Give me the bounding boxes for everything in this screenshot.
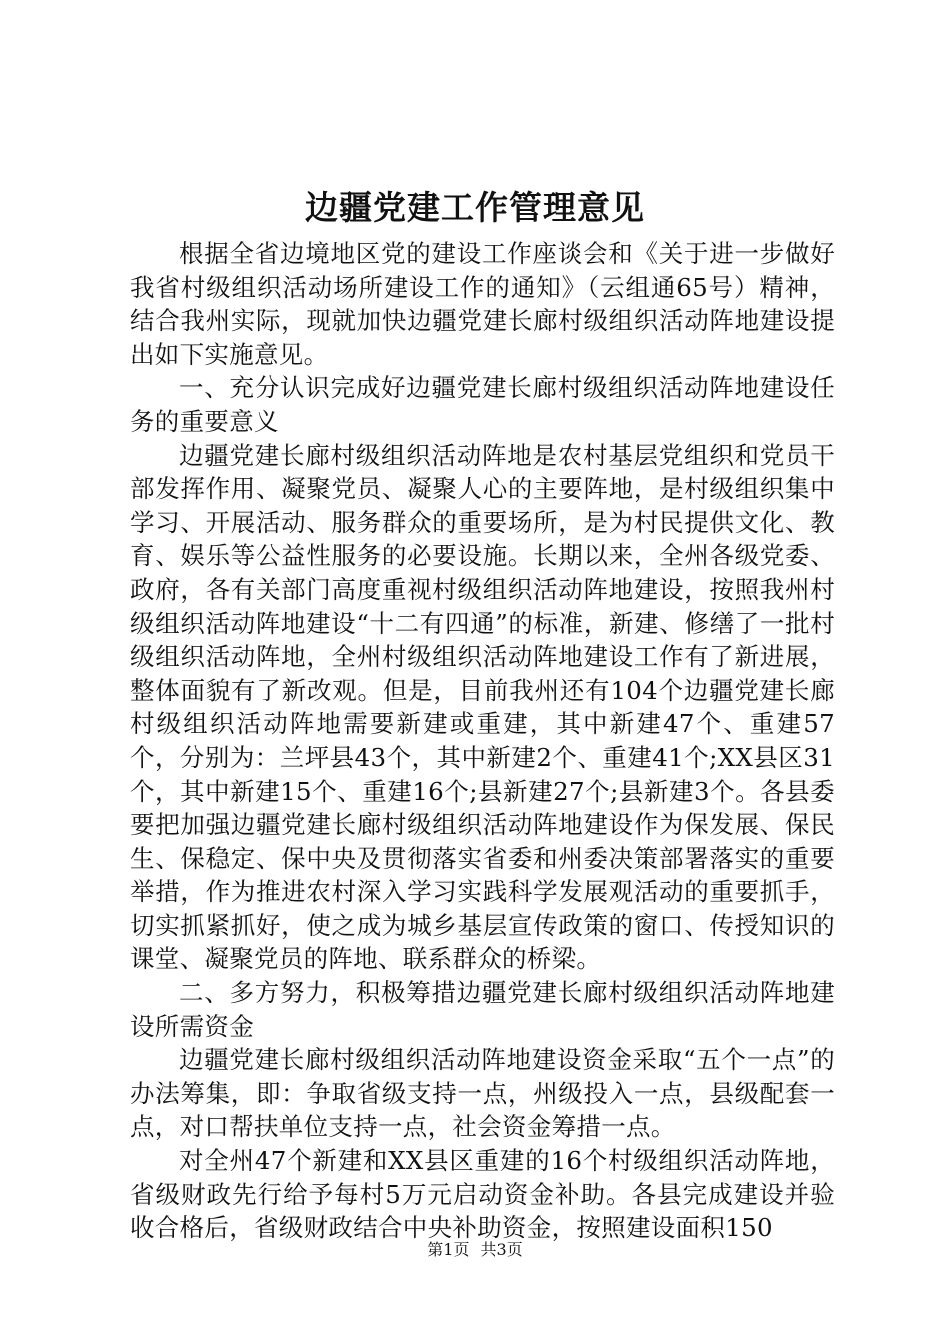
document-title: 边疆党建工作管理意见: [305, 188, 645, 227]
section-heading-1: 一、充分认识完成好边疆党建长廊村级组织活动阵地建设任务的重要意义: [130, 373, 835, 436]
section-2-paragraph-1: 边疆党建长廊村级组织活动阵地建设资金采取“五个一点”的办法筹集，即：争取省级支持一点，州级投入一点，县级配套一点，对口帮扶单位支持一点，社会资金筹措一点。: [130, 1045, 835, 1142]
section-2-paragraph-2: 对全州47个新建和XX县区重建的16个村级组织活动阵地，省级财政先行给予每村5万元启动资金补助。各县完成建设并验收合格后，省级财政结合中央补助资金，按照建设面积150: [130, 1146, 836, 1243]
intro-paragraph: 根据全省边境地区党的建设工作座谈会和《关于进一步做好我省村级组织活动场所建设工作的通知》（云组通65号）精神，结合我州实际，现就加快边疆党建长廊村级组织活动阵地建设提出如下实施意见。: [130, 239, 835, 369]
page-footer: [0, 1238, 950, 1262]
document-body: [130, 237, 835, 1245]
page-total: 共3页: [480, 1240, 523, 1259]
section-heading-2: 二、多方努力，积极筹措边疆党建长廊村级组织活动阵地建设所需资金: [130, 978, 835, 1041]
page-number: 第1页: [427, 1240, 470, 1259]
section-1-paragraph: 边疆党建长廊村级组织活动阵地是农村基层党组织和党员干部发挥作用、凝聚党员、凝聚人心的主要阵地，是村级组织集中学习、开展活动、服务群众的重要场所，是为村民提供文化、教育、娱乐等公益性服务的必要设施。长期以来，全州各级党委、政府，各有关部门高度重视村级组织活动阵地建设，按照我州村级组织活动阵地建设“十二有四通”的标准，新建、修缮了一批村级组织活动阵地，全州村级组织活动阵地建设工作有了新进展，整体面貌有了新改观。但是，目前我州还有104个边疆党建长廊村级组织活动阵地需要新建或重建，其中新建47个、重建57个，分别为：兰坪县43个，其中新建2个、重建41个;XX县区31个，其中新建15个、重建16个;县新建27个;县新建3个。各县委要把加强边疆党建长廊村级组织活动阵地建设作为保发展、保民生、保稳定、保中央及贯彻落实省委和州委决策部署落实的重要举措，作为推进农村深入学习实践科学发展观活动的重要抓手，切实抓紧抓好，使之成为城乡基层宣传政策的窗口、传授知识的课堂、凝聚党员的阵地、联系群众的桥梁。: [130, 440, 835, 974]
